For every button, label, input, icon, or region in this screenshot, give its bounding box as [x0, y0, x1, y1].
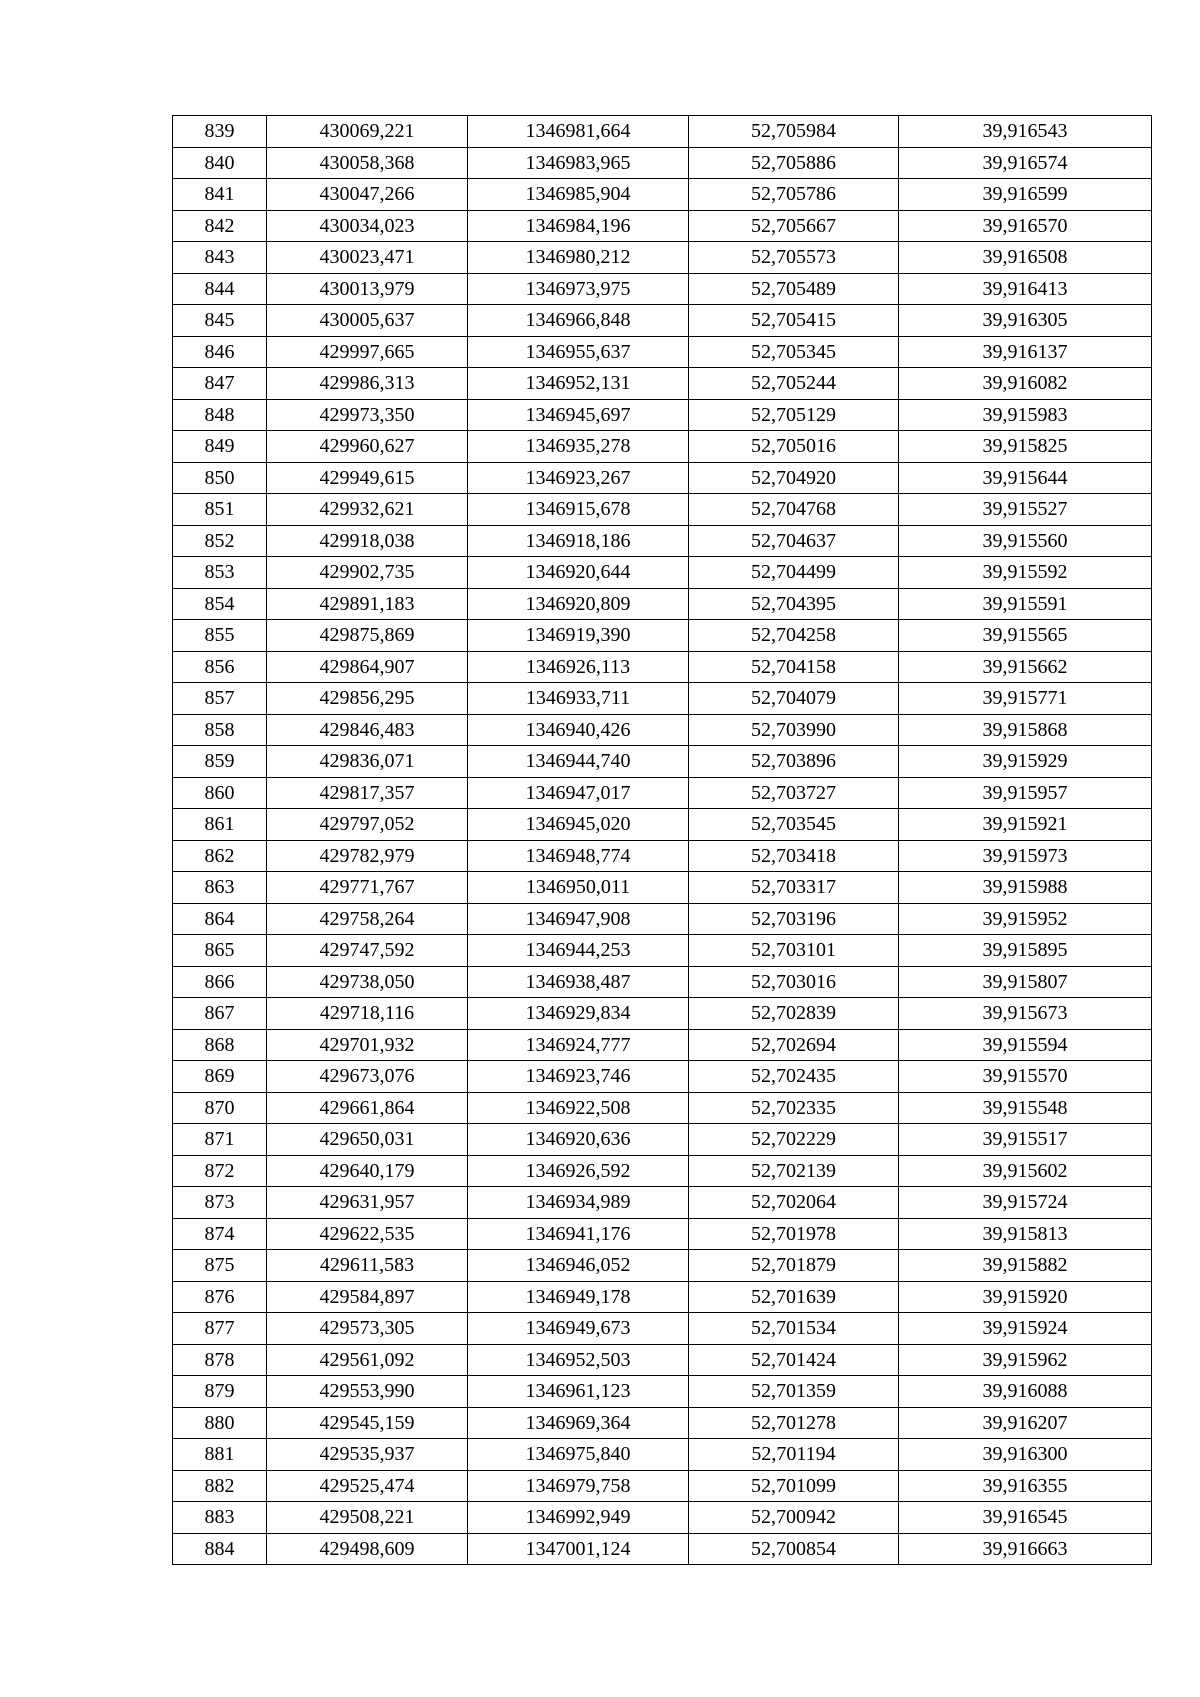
- point-number-cell: 849: [173, 431, 267, 463]
- point-number-cell: 847: [173, 368, 267, 400]
- point-number-cell: 850: [173, 462, 267, 494]
- x-coordinate-cell: 429817,357: [267, 777, 468, 809]
- table-row: [173, 210, 1152, 242]
- point-number-cell: 884: [173, 1533, 267, 1565]
- point-number-cell: 852: [173, 525, 267, 557]
- y-coordinate-cell: 1346926,592: [468, 1155, 689, 1187]
- point-number-cell: 851: [173, 494, 267, 526]
- table-row: [173, 809, 1152, 841]
- x-coordinate-cell: 429640,179: [267, 1155, 468, 1187]
- latitude-cell: 52,705129: [689, 399, 899, 431]
- table-row: [173, 1218, 1152, 1250]
- longitude-cell: 39,916300: [899, 1439, 1152, 1471]
- table-row: [173, 1502, 1152, 1534]
- y-coordinate-cell: 1346981,664: [468, 116, 689, 148]
- longitude-cell: 39,915882: [899, 1250, 1152, 1282]
- point-number-cell: 876: [173, 1281, 267, 1313]
- x-coordinate-cell: 429611,583: [267, 1250, 468, 1282]
- table-row: [173, 431, 1152, 463]
- point-number-cell: 854: [173, 588, 267, 620]
- point-number-cell: 862: [173, 840, 267, 872]
- point-number-cell: 845: [173, 305, 267, 337]
- x-coordinate-cell: 430034,023: [267, 210, 468, 242]
- latitude-cell: 52,705984: [689, 116, 899, 148]
- table-row: [173, 525, 1152, 557]
- table-row: [173, 683, 1152, 715]
- table-row: [173, 1439, 1152, 1471]
- longitude-cell: 39,916570: [899, 210, 1152, 242]
- point-number-cell: 842: [173, 210, 267, 242]
- y-coordinate-cell: 1346992,949: [468, 1502, 689, 1534]
- y-coordinate-cell: 1347001,124: [468, 1533, 689, 1565]
- table-row: [173, 840, 1152, 872]
- latitude-cell: 52,704158: [689, 651, 899, 683]
- longitude-cell: 39,915921: [899, 809, 1152, 841]
- latitude-cell: 52,705667: [689, 210, 899, 242]
- latitude-cell: 52,705016: [689, 431, 899, 463]
- table-row: [173, 1061, 1152, 1093]
- longitude-cell: 39,915920: [899, 1281, 1152, 1313]
- longitude-cell: 39,915592: [899, 557, 1152, 589]
- latitude-cell: 52,701534: [689, 1313, 899, 1345]
- point-number-cell: 841: [173, 179, 267, 211]
- point-number-cell: 859: [173, 746, 267, 778]
- table-row: [173, 399, 1152, 431]
- x-coordinate-cell: 429902,735: [267, 557, 468, 589]
- x-coordinate-cell: 429771,767: [267, 872, 468, 904]
- latitude-cell: 52,701978: [689, 1218, 899, 1250]
- latitude-cell: 52,701099: [689, 1470, 899, 1502]
- y-coordinate-cell: 1346952,131: [468, 368, 689, 400]
- latitude-cell: 52,705573: [689, 242, 899, 274]
- point-number-cell: 878: [173, 1344, 267, 1376]
- y-coordinate-cell: 1346961,123: [468, 1376, 689, 1408]
- point-number-cell: 881: [173, 1439, 267, 1471]
- longitude-cell: 39,916137: [899, 336, 1152, 368]
- table-row: [173, 147, 1152, 179]
- longitude-cell: 39,916082: [899, 368, 1152, 400]
- x-coordinate-cell: 429875,869: [267, 620, 468, 652]
- x-coordinate-cell: 430023,471: [267, 242, 468, 274]
- latitude-cell: 52,704395: [689, 588, 899, 620]
- y-coordinate-cell: 1346985,904: [468, 179, 689, 211]
- longitude-cell: 39,915673: [899, 998, 1152, 1030]
- point-number-cell: 846: [173, 336, 267, 368]
- longitude-cell: 39,915594: [899, 1029, 1152, 1061]
- longitude-cell: 39,915591: [899, 588, 1152, 620]
- x-coordinate-cell: 429986,313: [267, 368, 468, 400]
- point-number-cell: 877: [173, 1313, 267, 1345]
- table-row: [173, 1029, 1152, 1061]
- point-number-cell: 875: [173, 1250, 267, 1282]
- x-coordinate-cell: 429631,957: [267, 1187, 468, 1219]
- table-row: [173, 116, 1152, 148]
- table-row: [173, 242, 1152, 274]
- y-coordinate-cell: 1346955,637: [468, 336, 689, 368]
- latitude-cell: 52,701639: [689, 1281, 899, 1313]
- table-row: [173, 1281, 1152, 1313]
- point-number-cell: 866: [173, 966, 267, 998]
- table-row: [173, 494, 1152, 526]
- latitude-cell: 52,704637: [689, 525, 899, 557]
- y-coordinate-cell: 1346924,777: [468, 1029, 689, 1061]
- longitude-cell: 39,915924: [899, 1313, 1152, 1345]
- longitude-cell: 39,915527: [899, 494, 1152, 526]
- table-row: [173, 1187, 1152, 1219]
- latitude-cell: 52,700942: [689, 1502, 899, 1534]
- point-number-cell: 839: [173, 116, 267, 148]
- latitude-cell: 52,702839: [689, 998, 899, 1030]
- x-coordinate-cell: 430005,637: [267, 305, 468, 337]
- point-number-cell: 879: [173, 1376, 267, 1408]
- latitude-cell: 52,702139: [689, 1155, 899, 1187]
- x-coordinate-cell: 430069,221: [267, 116, 468, 148]
- point-number-cell: 870: [173, 1092, 267, 1124]
- point-number-cell: 865: [173, 935, 267, 967]
- latitude-cell: 52,703727: [689, 777, 899, 809]
- x-coordinate-cell: 429997,665: [267, 336, 468, 368]
- latitude-cell: 52,703896: [689, 746, 899, 778]
- longitude-cell: 39,916545: [899, 1502, 1152, 1534]
- x-coordinate-cell: 429573,305: [267, 1313, 468, 1345]
- x-coordinate-cell: 429846,483: [267, 714, 468, 746]
- point-number-cell: 882: [173, 1470, 267, 1502]
- y-coordinate-cell: 1346941,176: [468, 1218, 689, 1250]
- longitude-cell: 39,915952: [899, 903, 1152, 935]
- longitude-cell: 39,915560: [899, 525, 1152, 557]
- y-coordinate-cell: 1346944,253: [468, 935, 689, 967]
- longitude-cell: 39,916305: [899, 305, 1152, 337]
- x-coordinate-cell: 429525,474: [267, 1470, 468, 1502]
- x-coordinate-cell: 429797,052: [267, 809, 468, 841]
- x-coordinate-cell: 429701,932: [267, 1029, 468, 1061]
- x-coordinate-cell: 429836,071: [267, 746, 468, 778]
- longitude-cell: 39,915662: [899, 651, 1152, 683]
- y-coordinate-cell: 1346947,017: [468, 777, 689, 809]
- point-number-cell: 861: [173, 809, 267, 841]
- point-number-cell: 855: [173, 620, 267, 652]
- x-coordinate-cell: 430058,368: [267, 147, 468, 179]
- table-row: [173, 1470, 1152, 1502]
- x-coordinate-cell: 429622,535: [267, 1218, 468, 1250]
- latitude-cell: 52,703317: [689, 872, 899, 904]
- x-coordinate-cell: 429508,221: [267, 1502, 468, 1534]
- y-coordinate-cell: 1346980,212: [468, 242, 689, 274]
- y-coordinate-cell: 1346973,975: [468, 273, 689, 305]
- table-row: [173, 872, 1152, 904]
- longitude-cell: 39,915973: [899, 840, 1152, 872]
- point-number-cell: 840: [173, 147, 267, 179]
- point-number-cell: 869: [173, 1061, 267, 1093]
- latitude-cell: 52,705489: [689, 273, 899, 305]
- latitude-cell: 52,702435: [689, 1061, 899, 1093]
- latitude-cell: 52,701278: [689, 1407, 899, 1439]
- x-coordinate-cell: 429498,609: [267, 1533, 468, 1565]
- x-coordinate-cell: 429782,979: [267, 840, 468, 872]
- y-coordinate-cell: 1346984,196: [468, 210, 689, 242]
- table-row: [173, 935, 1152, 967]
- longitude-cell: 39,915548: [899, 1092, 1152, 1124]
- table-row: [173, 998, 1152, 1030]
- x-coordinate-cell: 429553,990: [267, 1376, 468, 1408]
- y-coordinate-cell: 1346983,965: [468, 147, 689, 179]
- longitude-cell: 39,916543: [899, 116, 1152, 148]
- y-coordinate-cell: 1346979,758: [468, 1470, 689, 1502]
- table-row: [173, 305, 1152, 337]
- longitude-cell: 39,916599: [899, 179, 1152, 211]
- latitude-cell: 52,704768: [689, 494, 899, 526]
- latitude-cell: 52,705244: [689, 368, 899, 400]
- longitude-cell: 39,915929: [899, 746, 1152, 778]
- x-coordinate-cell: 429891,183: [267, 588, 468, 620]
- y-coordinate-cell: 1346940,426: [468, 714, 689, 746]
- latitude-cell: 52,705886: [689, 147, 899, 179]
- table-row: [173, 1407, 1152, 1439]
- longitude-cell: 39,915813: [899, 1218, 1152, 1250]
- point-number-cell: 871: [173, 1124, 267, 1156]
- y-coordinate-cell: 1346918,186: [468, 525, 689, 557]
- y-coordinate-cell: 1346922,508: [468, 1092, 689, 1124]
- y-coordinate-cell: 1346933,711: [468, 683, 689, 715]
- table-row: [173, 588, 1152, 620]
- x-coordinate-cell: 429758,264: [267, 903, 468, 935]
- y-coordinate-cell: 1346947,908: [468, 903, 689, 935]
- latitude-cell: 52,701359: [689, 1376, 899, 1408]
- y-coordinate-cell: 1346923,267: [468, 462, 689, 494]
- latitude-cell: 52,703016: [689, 966, 899, 998]
- longitude-cell: 39,915983: [899, 399, 1152, 431]
- longitude-cell: 39,915517: [899, 1124, 1152, 1156]
- latitude-cell: 52,704258: [689, 620, 899, 652]
- y-coordinate-cell: 1346920,636: [468, 1124, 689, 1156]
- point-number-cell: 844: [173, 273, 267, 305]
- longitude-cell: 39,916413: [899, 273, 1152, 305]
- longitude-cell: 39,915868: [899, 714, 1152, 746]
- table-row: [173, 179, 1152, 211]
- x-coordinate-cell: 429584,897: [267, 1281, 468, 1313]
- table-row: [173, 273, 1152, 305]
- latitude-cell: 52,701194: [689, 1439, 899, 1471]
- longitude-cell: 39,915771: [899, 683, 1152, 715]
- point-number-cell: 864: [173, 903, 267, 935]
- x-coordinate-cell: 429864,907: [267, 651, 468, 683]
- point-number-cell: 843: [173, 242, 267, 274]
- y-coordinate-cell: 1346949,178: [468, 1281, 689, 1313]
- longitude-cell: 39,916574: [899, 147, 1152, 179]
- longitude-cell: 39,915644: [899, 462, 1152, 494]
- longitude-cell: 39,915825: [899, 431, 1152, 463]
- latitude-cell: 52,704920: [689, 462, 899, 494]
- table-row: [173, 1155, 1152, 1187]
- coordinates-table: [172, 115, 1152, 1565]
- latitude-cell: 52,702064: [689, 1187, 899, 1219]
- y-coordinate-cell: 1346919,390: [468, 620, 689, 652]
- x-coordinate-cell: 429747,592: [267, 935, 468, 967]
- point-number-cell: 863: [173, 872, 267, 904]
- longitude-cell: 39,916508: [899, 242, 1152, 274]
- point-number-cell: 848: [173, 399, 267, 431]
- x-coordinate-cell: 430013,979: [267, 273, 468, 305]
- coordinates-table-body: [173, 116, 1152, 1565]
- latitude-cell: 52,703101: [689, 935, 899, 967]
- y-coordinate-cell: 1346969,364: [468, 1407, 689, 1439]
- y-coordinate-cell: 1346938,487: [468, 966, 689, 998]
- x-coordinate-cell: 429661,864: [267, 1092, 468, 1124]
- x-coordinate-cell: 429973,350: [267, 399, 468, 431]
- longitude-cell: 39,915962: [899, 1344, 1152, 1376]
- y-coordinate-cell: 1346923,746: [468, 1061, 689, 1093]
- x-coordinate-cell: 429932,621: [267, 494, 468, 526]
- y-coordinate-cell: 1346946,052: [468, 1250, 689, 1282]
- point-number-cell: 860: [173, 777, 267, 809]
- y-coordinate-cell: 1346934,989: [468, 1187, 689, 1219]
- table-row: [173, 1124, 1152, 1156]
- longitude-cell: 39,915807: [899, 966, 1152, 998]
- longitude-cell: 39,915724: [899, 1187, 1152, 1219]
- y-coordinate-cell: 1346945,020: [468, 809, 689, 841]
- point-number-cell: 872: [173, 1155, 267, 1187]
- latitude-cell: 52,703196: [689, 903, 899, 935]
- x-coordinate-cell: 430047,266: [267, 179, 468, 211]
- longitude-cell: 39,916355: [899, 1470, 1152, 1502]
- longitude-cell: 39,915957: [899, 777, 1152, 809]
- table-row: [173, 557, 1152, 589]
- latitude-cell: 52,701879: [689, 1250, 899, 1282]
- x-coordinate-cell: 429918,038: [267, 525, 468, 557]
- y-coordinate-cell: 1346950,011: [468, 872, 689, 904]
- longitude-cell: 39,915565: [899, 620, 1152, 652]
- point-number-cell: 857: [173, 683, 267, 715]
- table-row: [173, 903, 1152, 935]
- table-row: [173, 746, 1152, 778]
- y-coordinate-cell: 1346944,740: [468, 746, 689, 778]
- point-number-cell: 873: [173, 1187, 267, 1219]
- table-row: [173, 777, 1152, 809]
- latitude-cell: 52,702694: [689, 1029, 899, 1061]
- table-row: [173, 1344, 1152, 1376]
- y-coordinate-cell: 1346920,809: [468, 588, 689, 620]
- point-number-cell: 868: [173, 1029, 267, 1061]
- point-number-cell: 883: [173, 1502, 267, 1534]
- y-coordinate-cell: 1346948,774: [468, 840, 689, 872]
- latitude-cell: 52,705415: [689, 305, 899, 337]
- x-coordinate-cell: 429960,627: [267, 431, 468, 463]
- latitude-cell: 52,703545: [689, 809, 899, 841]
- table-row: [173, 714, 1152, 746]
- latitude-cell: 52,704079: [689, 683, 899, 715]
- longitude-cell: 39,915895: [899, 935, 1152, 967]
- table-row: [173, 368, 1152, 400]
- table-row: [173, 1250, 1152, 1282]
- point-number-cell: 858: [173, 714, 267, 746]
- point-number-cell: 880: [173, 1407, 267, 1439]
- x-coordinate-cell: 429856,295: [267, 683, 468, 715]
- y-coordinate-cell: 1346952,503: [468, 1344, 689, 1376]
- x-coordinate-cell: 429561,092: [267, 1344, 468, 1376]
- x-coordinate-cell: 429718,116: [267, 998, 468, 1030]
- y-coordinate-cell: 1346926,113: [468, 651, 689, 683]
- y-coordinate-cell: 1346935,278: [468, 431, 689, 463]
- x-coordinate-cell: 429673,076: [267, 1061, 468, 1093]
- x-coordinate-cell: 429949,615: [267, 462, 468, 494]
- table-row: [173, 462, 1152, 494]
- table-row: [173, 620, 1152, 652]
- table-row: [173, 1376, 1152, 1408]
- point-number-cell: 856: [173, 651, 267, 683]
- longitude-cell: 39,915988: [899, 872, 1152, 904]
- latitude-cell: 52,703990: [689, 714, 899, 746]
- table-row: [173, 651, 1152, 683]
- table-row: [173, 1533, 1152, 1565]
- x-coordinate-cell: 429535,937: [267, 1439, 468, 1471]
- table-row: [173, 336, 1152, 368]
- longitude-cell: 39,916207: [899, 1407, 1152, 1439]
- x-coordinate-cell: 429738,050: [267, 966, 468, 998]
- y-coordinate-cell: 1346949,673: [468, 1313, 689, 1345]
- table-row: [173, 1313, 1152, 1345]
- latitude-cell: 52,702335: [689, 1092, 899, 1124]
- table-row: [173, 966, 1152, 998]
- y-coordinate-cell: 1346975,840: [468, 1439, 689, 1471]
- latitude-cell: 52,704499: [689, 557, 899, 589]
- latitude-cell: 52,705345: [689, 336, 899, 368]
- longitude-cell: 39,915602: [899, 1155, 1152, 1187]
- latitude-cell: 52,700854: [689, 1533, 899, 1565]
- table-row: [173, 1092, 1152, 1124]
- latitude-cell: 52,703418: [689, 840, 899, 872]
- point-number-cell: 874: [173, 1218, 267, 1250]
- longitude-cell: 39,916663: [899, 1533, 1152, 1565]
- x-coordinate-cell: 429545,159: [267, 1407, 468, 1439]
- longitude-cell: 39,916088: [899, 1376, 1152, 1408]
- y-coordinate-cell: 1346929,834: [468, 998, 689, 1030]
- latitude-cell: 52,701424: [689, 1344, 899, 1376]
- y-coordinate-cell: 1346915,678: [468, 494, 689, 526]
- y-coordinate-cell: 1346966,848: [468, 305, 689, 337]
- x-coordinate-cell: 429650,031: [267, 1124, 468, 1156]
- latitude-cell: 52,705786: [689, 179, 899, 211]
- latitude-cell: 52,702229: [689, 1124, 899, 1156]
- y-coordinate-cell: 1346945,697: [468, 399, 689, 431]
- y-coordinate-cell: 1346920,644: [468, 557, 689, 589]
- point-number-cell: 867: [173, 998, 267, 1030]
- longitude-cell: 39,915570: [899, 1061, 1152, 1093]
- point-number-cell: 853: [173, 557, 267, 589]
